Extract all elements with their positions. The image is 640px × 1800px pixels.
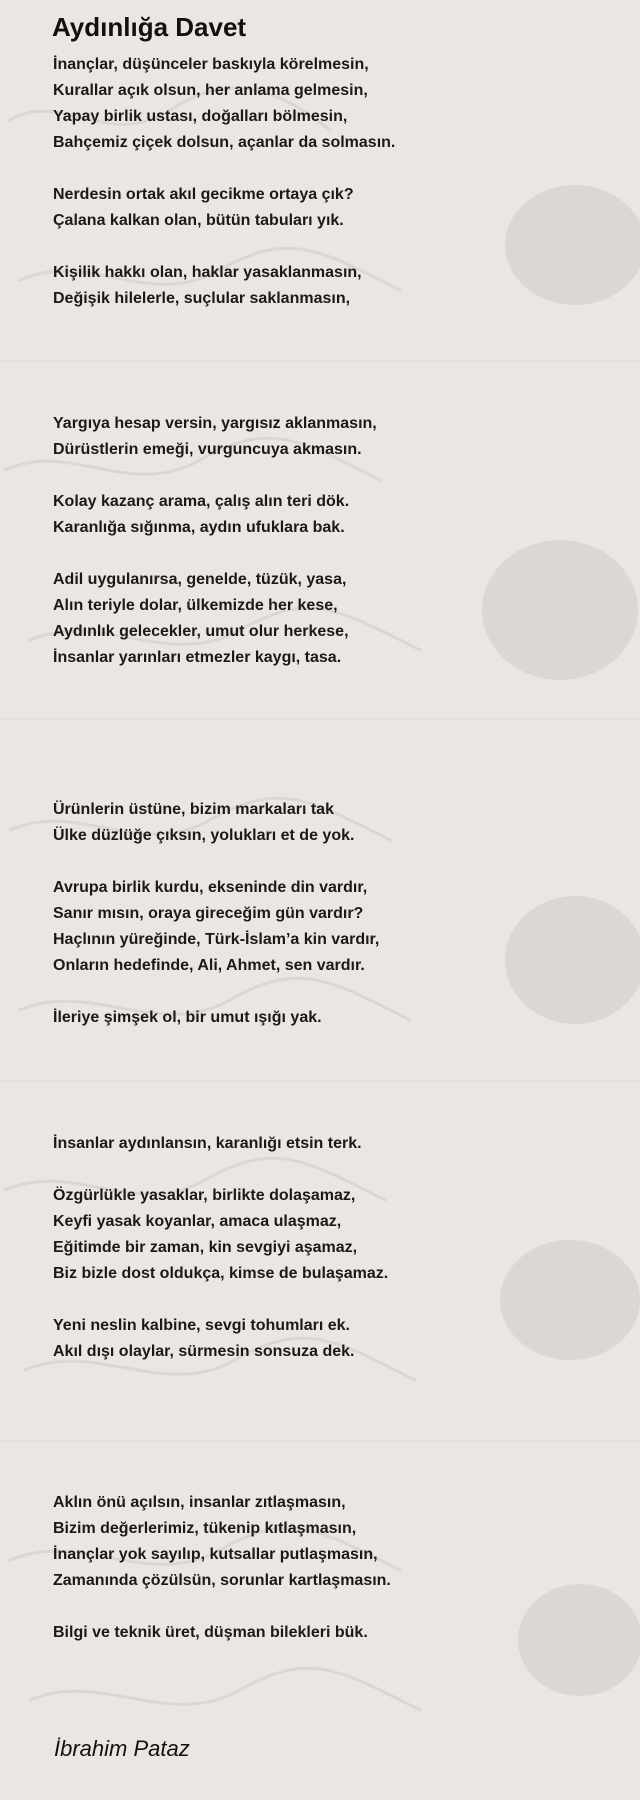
poem-line: Karanlığa sığınma, aydın ufuklara bak. [53, 519, 345, 536]
poem-line: İnançlar yok sayılıp, kutsallar putlaşmasın, [53, 1546, 378, 1563]
poem-line: Bilgi ve teknik üret, düşman bilekleri bük. [53, 1624, 368, 1641]
stanza-8 [53, 875, 593, 979]
poem-line: Yeni neslin kalbine, sevgi tohumları ek. [53, 1317, 350, 1334]
poem-title: Aydınlığa Davet [52, 12, 247, 42]
poem-line: Keyfi yasak koyanlar, amaca ulaşmaz, [53, 1213, 342, 1230]
poem-line: Avrupa birlik kurdu, ekseninde din vardır, [53, 879, 368, 896]
poem-line: Bahçemiz çiçek dolsun, açanlar da solmasın. [53, 134, 396, 151]
poem-line: Sanır mısın, oraya gireceğim gün vardır? [53, 905, 364, 922]
poem-line: Yapay birlik ustası, doğalları bölmesin, [53, 108, 348, 125]
stanza-13 [53, 1490, 593, 1594]
poem-line: Onların hedefinde, Ali, Ahmet, sen vardır. [53, 957, 365, 974]
stanza-5 [53, 489, 593, 541]
poem-line: Çalana kalkan olan, bütün tabuları yık. [53, 212, 344, 229]
poem-line: Kişilik hakkı olan, haklar yasaklanmasın, [53, 264, 362, 281]
stanza-2 [53, 182, 593, 234]
stanza-1 [53, 52, 593, 156]
poem-line: İnsanlar yarınları etmezler kaygı, tasa. [53, 649, 342, 666]
poem-line: Ülke düzlüğe çıksın, yolukları et de yok. [53, 827, 355, 844]
stanza-6 [53, 567, 593, 671]
stanza-4 [53, 411, 593, 463]
stanza-12 [53, 1313, 593, 1365]
stanza-14 [53, 1620, 593, 1646]
poem-line: İleriye şimşek ol, bir umut ışığı yak. [53, 1009, 322, 1026]
poem-line: Bizim değerlerimiz, tükenip kıtlaşmasın, [53, 1520, 357, 1537]
poem-line: Dürüstlerin emeği, vurguncuya akmasın. [53, 441, 362, 458]
poem-line: Adil uygulanırsa, genelde, tüzük, yasa, [53, 571, 347, 588]
poem-line: Değişik hilelerle, suçlular saklanmasın, [53, 290, 351, 307]
poem-line: Zamanında çözülsün, sorunlar kartlaşmasın. [53, 1572, 391, 1589]
poem-line: Alın teriyle dolar, ülkemizde her kese, [53, 597, 338, 614]
poem-line: Aklın önü açılsın, insanlar zıtlaşmasın, [53, 1494, 346, 1511]
poem-line: Biz bizle dost oldukça, kimse de bulaşamaz. [53, 1265, 389, 1282]
stanza-11 [53, 1183, 593, 1287]
poem-line: İnançlar, düşünceler baskıyla körelmesin, [53, 56, 369, 73]
poem-line: Kurallar açık olsun, her anlama gelmesin, [53, 82, 368, 99]
poem-line: Haçlının yüreğinde, Türk-İslam’a kin vardır, [53, 931, 380, 948]
poem-line: Yargıya hesap versin, yargısız aklanmasın, [53, 415, 377, 432]
poem-line: İnsanlar aydınlansın, karanlığı etsin terk. [53, 1135, 362, 1152]
poem-line: Kolay kazanç arama, çalış alın teri dök. [53, 493, 350, 510]
poem-line: Nerdesin ortak akıl gecikme ortaya çık? [53, 186, 354, 203]
poem-line: Akıl dışı olaylar, sürmesin sonsuza dek. [53, 1343, 355, 1360]
poem-line: Aydınlık gelecekler, umut olur herkese, [53, 623, 349, 640]
poem-line: Özgürlükle yasaklar, birlikte dolaşamaz, [53, 1187, 356, 1204]
poem-line: Ürünlerin üstüne, bizim markaları tak [53, 801, 334, 818]
stanza-3 [53, 260, 593, 312]
poem-author: İbrahim Pataz [54, 1736, 190, 1761]
stanza-10 [53, 1131, 593, 1157]
stanza-9 [53, 1005, 593, 1031]
poem-line: Eğitimde bir zaman, kin sevgiyi aşamaz, [53, 1239, 358, 1256]
stanza-7 [53, 797, 593, 849]
